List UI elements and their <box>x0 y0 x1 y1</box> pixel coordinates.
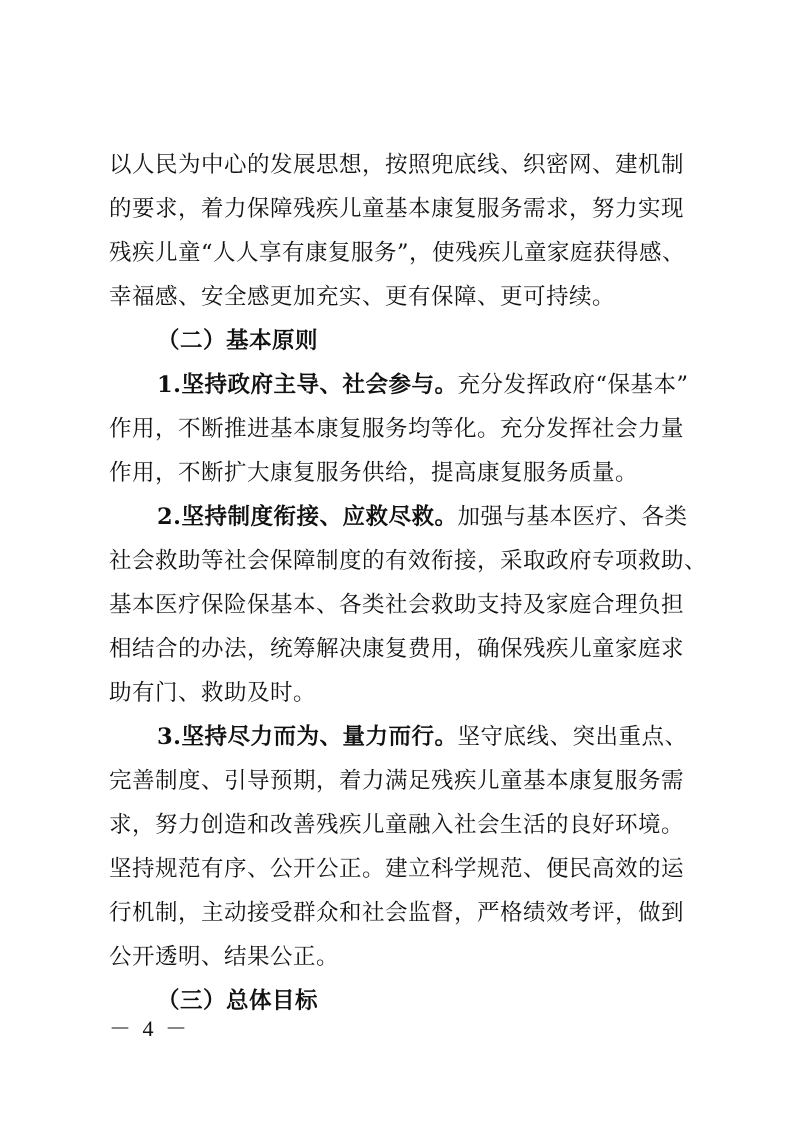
principle-3-line-6: 公开透明、结果公正。 <box>109 944 340 970</box>
page-number: － 4 － <box>109 1016 191 1041</box>
principle-2-line-3: 基本医疗保险保基本、各类社会救助支持及家庭合理负担 <box>109 592 685 618</box>
principle-3-line-4: 坚持规范有序、公开公正。建立科学规范、便民高效的运 <box>109 856 685 882</box>
principle-2-line-4: 相结合的办法，统筹解决康复费用，确保残疾儿童家庭求 <box>109 636 685 662</box>
body-line-3: 残疾儿童“人人享有康复服务”，使残疾儿童家庭获得感、 <box>109 240 686 266</box>
principle-1-first-line <box>157 363 689 407</box>
principle-3-title: 3.坚持尽力而为、量力而行。 <box>157 724 458 750</box>
principle-2-line-2: 社会救助等社会保障制度的有效衔接，采取政府专项救助、 <box>109 548 708 574</box>
body-line-2: 的要求，着力保障残疾儿童基本康复服务需求，努力实现 <box>109 196 685 222</box>
principle-3-line-3: 求，努力创造和改善残疾儿童融入社会生活的良好环境。 <box>109 812 685 838</box>
principle-3-text-start: 坚守底线、突出重点、 <box>457 724 688 750</box>
section-heading-overall-goals: （三）总体目标 <box>157 988 319 1014</box>
principle-1-text-start: 充分发挥政府“保基本” <box>457 372 689 398</box>
principle-2-first-line <box>157 495 688 539</box>
principle-3-line-5: 行机制，主动接受群众和社会监督，严格绩效考评，做到 <box>109 900 685 926</box>
body-line-1: 以人民为中心的发展思想，按照兜底线、织密网、建机制 <box>109 152 685 178</box>
principle-3-line-2: 完善制度、引导预期，着力满足残疾儿童基本康复服务需 <box>109 768 685 794</box>
section-heading-basic-principles: （二）基本原则 <box>157 328 319 354</box>
principle-1-line-2: 作用，不断推进基本康复服务均等化。充分发挥社会力量 <box>109 416 685 442</box>
principle-2-line-5: 助有门、救助及时。 <box>109 680 317 706</box>
principle-2-title: 2.坚持制度衔接、应救尽救。 <box>157 504 458 530</box>
body-line-4: 幸福感、安全感更加充实、更有保障、更可持续。 <box>109 284 616 310</box>
principle-1-title: 1.坚持政府主导、社会参与。 <box>157 372 458 398</box>
principle-1-line-3: 作用，不断扩大康复服务供给，提高康复服务质量。 <box>109 460 639 486</box>
principle-2-text-start: 加强与基本医疗、各类 <box>457 504 688 530</box>
principle-3-first-line <box>157 715 688 759</box>
